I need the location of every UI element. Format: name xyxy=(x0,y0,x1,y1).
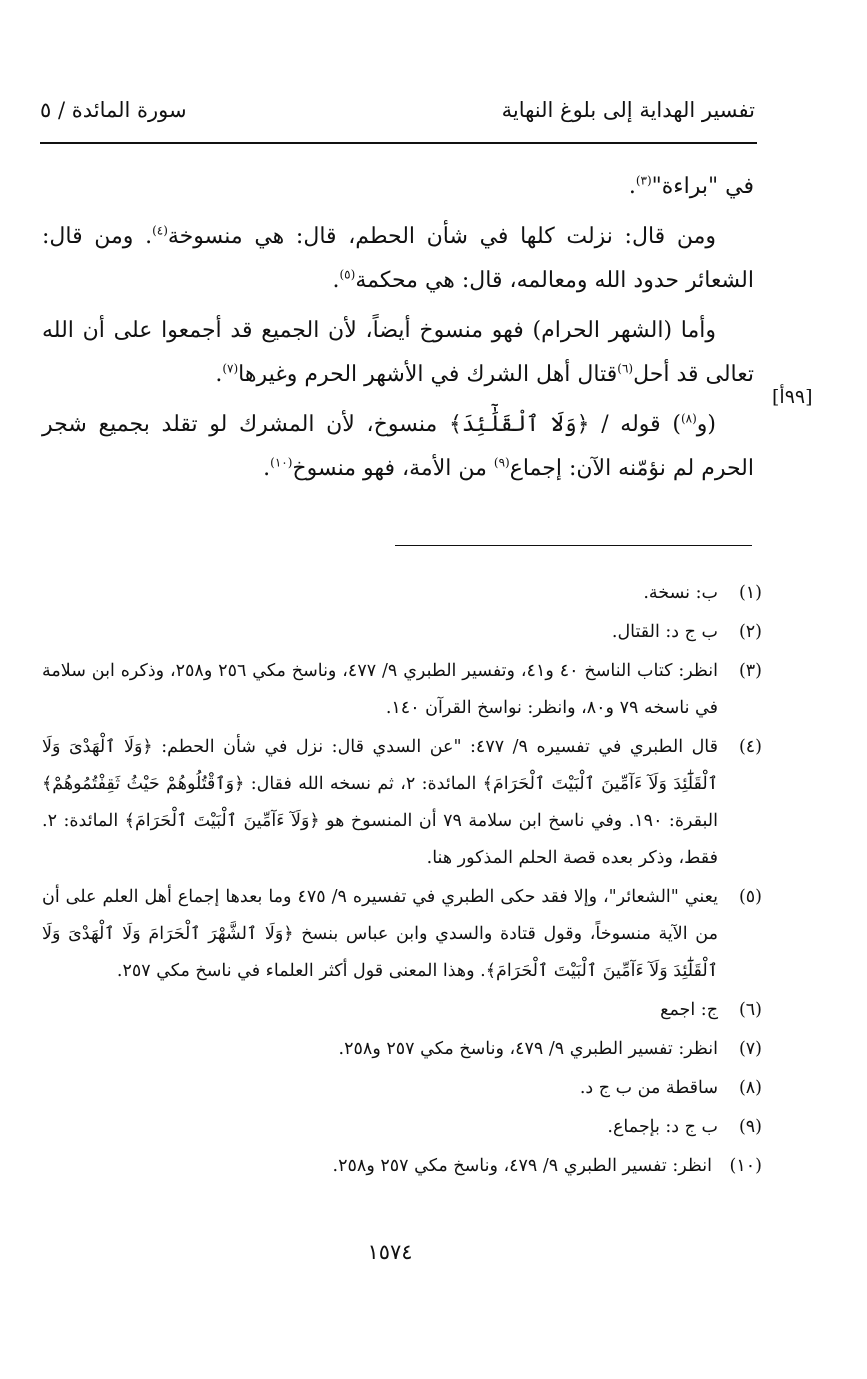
footnote-ref: (٦) xyxy=(617,361,634,376)
footnote-number: (٦) xyxy=(738,1000,762,1020)
p3-end: . xyxy=(215,362,223,387)
footnote-item xyxy=(42,992,762,1029)
paragraph-3 xyxy=(42,309,754,397)
footnote-item xyxy=(42,1109,762,1146)
page-number: ١٥٧٤ xyxy=(367,1240,413,1264)
footnote-text: قال الطبري في تفسيره ٩/ ٤٧٧: "عن السدي قال: نزل في شأن الحطم: ﴿وَلَا ٱلْهَدْىَ وَلَا ٱلْقَلَٰٓئِدَ وَلَآ ءَآمِّينَ ٱلْبَيْتَ ٱلْحَرَامَ﴾ المائدة: ٢، ثم نسخه الله فقال: ﴿وَٱقْتُلُوهُمْ حَيْثُ ثَقِفْتُمُوهُمْ﴾ البقرة: ١٩٠. وفي ناسخ ابن سلامة ٧٩ أن المنسوخ هو ﴿وَلَآ ءَآمِّينَ ٱلْبَيْتَ ٱلْحَرَامَ﴾ المائدة: ٢. فقط، وذكر بعده قصة الحلم المذكور هنا. xyxy=(42,737,718,868)
footnote-text: انظر: تفسير الطبري ٩/ ٤٧٩، وناسخ مكي ٢٥٧ و٢٥٨. xyxy=(332,1156,712,1176)
footnote-item xyxy=(42,729,762,877)
paragraph-2 xyxy=(42,215,754,303)
p1-text: في "براءة" xyxy=(651,174,754,199)
footnote-item xyxy=(42,575,762,612)
p1-end: . xyxy=(628,174,636,199)
footnote-text: ج: اجمع xyxy=(660,1000,718,1020)
footnote-item xyxy=(42,653,762,727)
running-header xyxy=(40,98,755,138)
footnote-text: انظر: كتاب الناسخ ٤٠ و٤١، وتفسير الطبري ٩/ ٤٧٧، وناسخ مكي ٢٥٦ و٢٥٨، وذكره ابن سلامة في ناسخه ٧٩ و٨٠، وانظر: نواسخ القرآن ١٤٠. xyxy=(42,661,719,718)
footnote-ref: (٩) xyxy=(493,455,510,470)
footnote-text: ساقطة من ب ج د. xyxy=(579,1078,718,1098)
footnote-ref: (٨) xyxy=(680,411,697,426)
footnote-number: (١٠) xyxy=(729,1156,762,1176)
footnote-text: انظر: تفسير الطبري ٩/ ٤٧٩، وناسخ مكي ٢٥٧ و٢٥٨. xyxy=(338,1039,718,1059)
main-text xyxy=(42,165,754,497)
footnote-ref: (٣) xyxy=(635,173,652,188)
footnote-item xyxy=(42,1148,762,1185)
footnote-number: (٣) xyxy=(738,661,762,681)
footnote-ref: (٧) xyxy=(222,361,239,376)
paragraph-4 xyxy=(42,403,754,491)
footnote-item xyxy=(42,1070,762,1107)
p2-text-a: ومن قال: نزلت كلها في شأن الحطم، قال: هي منسوخة xyxy=(167,224,716,249)
footnotes xyxy=(42,575,762,1187)
book-title: تفسير الهداية إلى بلوغ النهاية xyxy=(501,98,755,122)
paragraph-1 xyxy=(42,165,754,209)
footnote-number: (٤) xyxy=(738,737,762,757)
footnote-number: (٧) xyxy=(738,1039,762,1059)
footnote-text: ب ج د: بإجماع. xyxy=(607,1117,718,1137)
footnote-ref: (١٠) xyxy=(270,455,293,470)
footnote-item xyxy=(42,1031,762,1068)
p2-end: . xyxy=(332,268,340,293)
footnote-item xyxy=(42,879,762,990)
footnote-number: (٨) xyxy=(738,1078,762,1098)
p4-text-d: من الأمة، فهو منسوخ xyxy=(292,456,494,481)
footnote-ref: (٤) xyxy=(152,223,168,238)
p3-text-a: وأما (الشهر الحرام) فهو منسوخ أيضاً، لأن الجميع قد أجمعوا على أن الله تعالى قد أحل xyxy=(42,318,754,387)
footnote-number: (١) xyxy=(738,583,762,603)
footnote-number: (٥) xyxy=(738,887,762,907)
p2-text-b: . ومن قال: الشعائر حدود الله ومعالمه، قال: هي محكمة xyxy=(42,224,754,293)
header-divider xyxy=(40,142,757,144)
footnote-item xyxy=(42,614,762,651)
footnote-text: يعني "الشعائر"، وإلا فقد حكى الطبري في تفسيره ٩/ ٤٧٥ وما بعدها إجماع أهل العلم على أن من الآية منسوخاً، وقول قتادة والسدي وابن عباس بنسخ ﴿وَلَا ٱلشَّهْرَ ٱلْحَرَامَ وَلَا ٱلْهَدْىَ وَلَا ٱلْقَلَٰٓئِدَ وَلَآ ءَآمِّينَ ٱلْبَيْتَ ٱلْحَرَامَ﴾. وهذا المعنى قول أكثر العلماء في ناسخ مكي ٢٥٧. xyxy=(42,887,718,981)
manuscript-folio-marker: [٩٩أ] xyxy=(772,386,813,408)
footnote-divider xyxy=(395,545,752,546)
p4-text-a: (و xyxy=(696,412,716,437)
p4-text-b: ) قوله / xyxy=(589,412,681,437)
quran-verse: ﴿وَلَا ٱلْقَلَٰٓئِدَ﴾ xyxy=(448,412,590,437)
p3-text-b: قتال أهل الشرك في الأشهر الحرم وغيرها xyxy=(238,362,618,387)
footnote-text: ب: نسخة. xyxy=(643,583,718,603)
footnote-number: (٩) xyxy=(738,1117,762,1137)
footnote-ref: (٥) xyxy=(339,267,356,282)
p4-text-c: منسوخ، لأن المشرك لو تقلد بجميع شجر الحرم لم نؤمّنه الآن: إجماع xyxy=(42,412,754,481)
p4-end: . xyxy=(263,456,271,481)
footnote-number: (٢) xyxy=(738,622,762,642)
footnote-text: ب ج د: القتال. xyxy=(611,622,718,642)
surah-label: سورة المائدة / ٥ xyxy=(40,98,187,122)
